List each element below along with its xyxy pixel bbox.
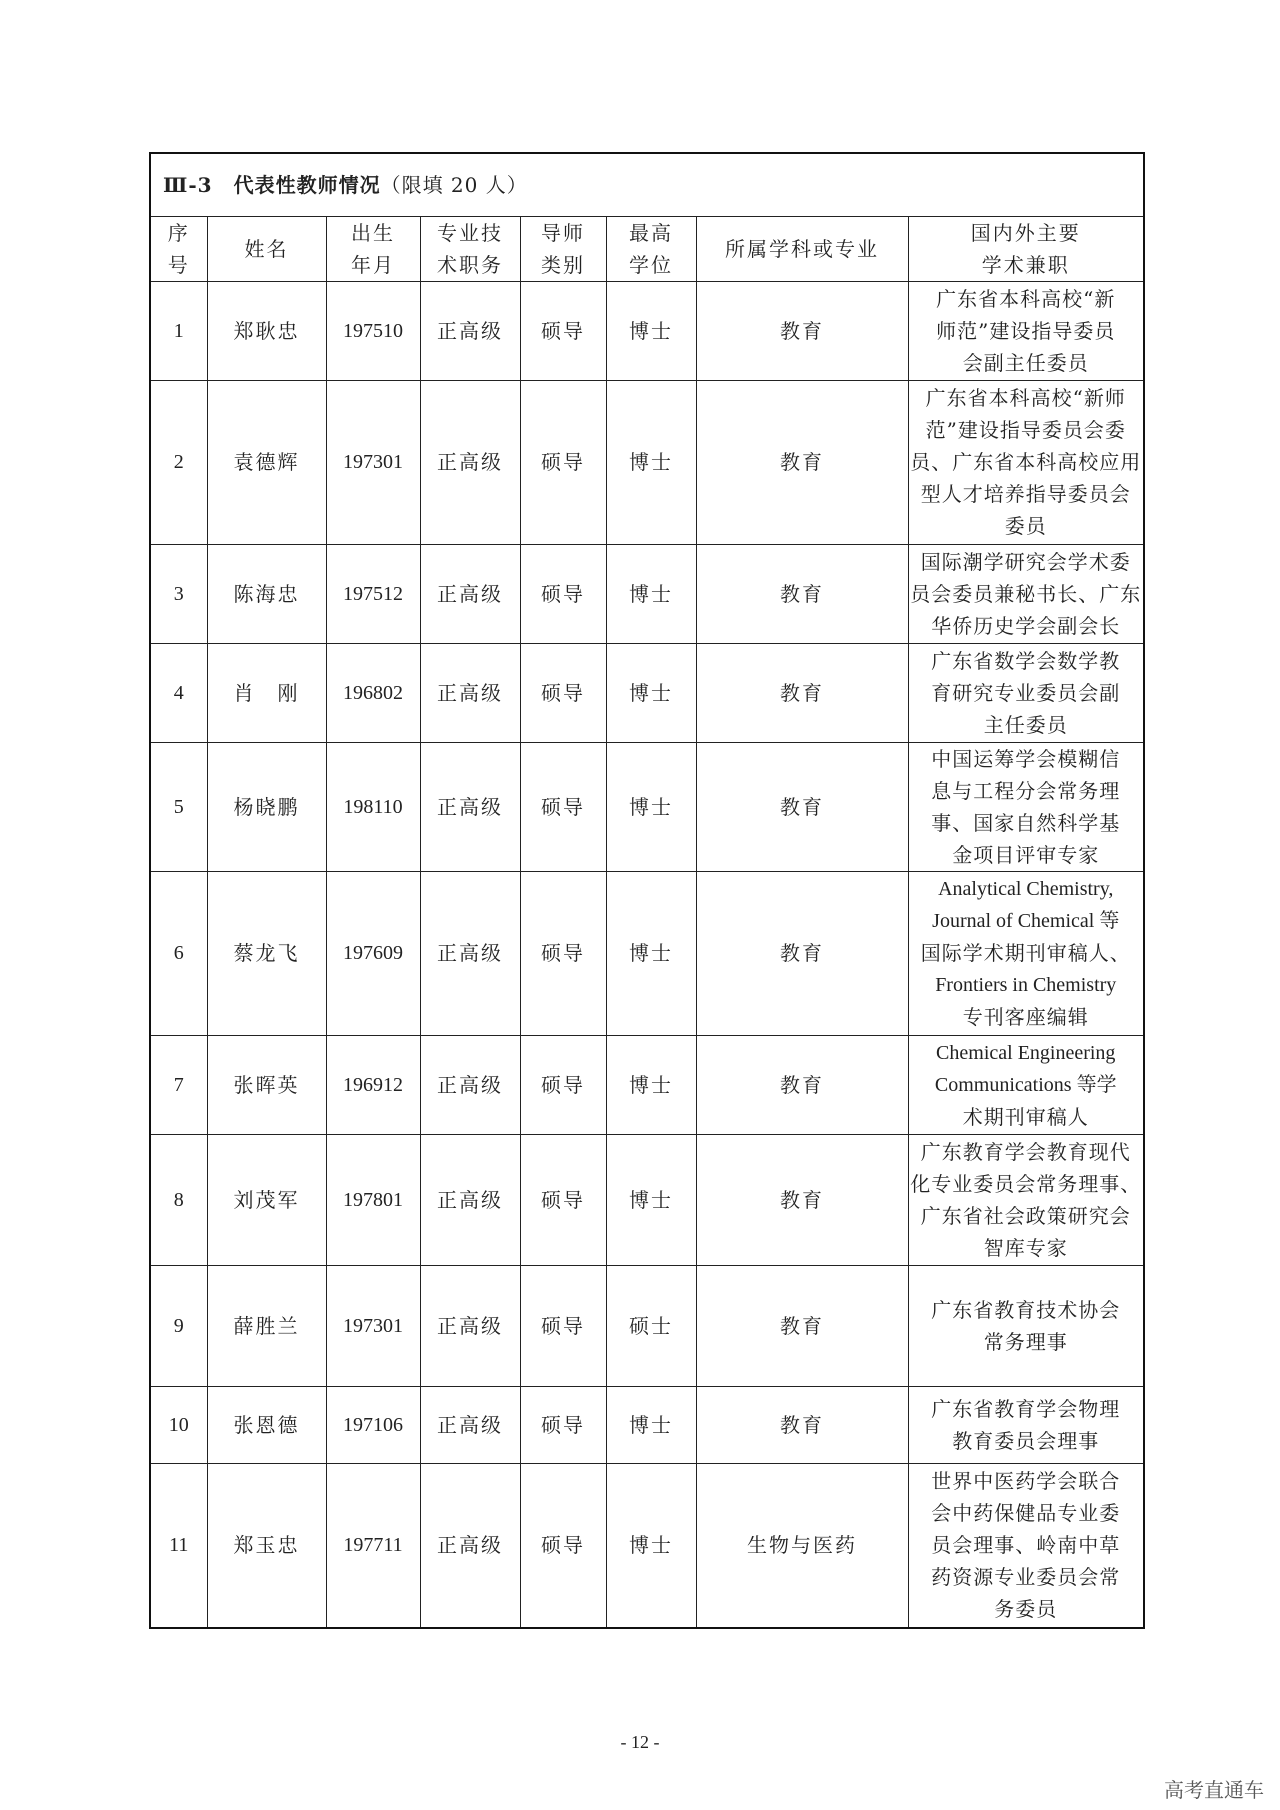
cell-name: 刘茂军 [207, 1134, 326, 1265]
cell-duties [908, 1134, 1144, 1265]
cell-duties [908, 1463, 1144, 1628]
table-row [150, 1035, 1144, 1134]
cell-discipline: 教育 [696, 1265, 908, 1386]
cell-supervisor: 硕导 [520, 643, 606, 742]
section-code: Ⅲ-3 [163, 172, 213, 197]
cell-no: 5 [150, 742, 207, 871]
header-cell [520, 216, 606, 281]
duty-line: 广东省数学会数学教 [931, 648, 1121, 673]
cell-title: 正高级 [420, 742, 520, 871]
duty-line: 型人才培养指导委员会 [920, 482, 1131, 506]
table-row [150, 1134, 1144, 1265]
cell-duties [908, 1386, 1144, 1463]
duty-line: 专刊客座编辑 [962, 1005, 1089, 1029]
header-line: 号 [167, 252, 190, 277]
duty-line: 广东省教育学会物理 [931, 1396, 1121, 1421]
cell-title: 正高级 [420, 544, 520, 643]
cell-discipline: 教育 [696, 1134, 908, 1265]
duty-line: 金项目评审专家 [952, 842, 1100, 867]
duty-line: 广东省教育技术协会 [931, 1297, 1121, 1322]
cell-title: 正高级 [420, 871, 520, 1035]
cell-no: 3 [150, 544, 207, 643]
duty-line: Analytical Chemistry, [938, 878, 1114, 900]
duty-line: Communications 等学 [934, 1073, 1117, 1096]
duty-line: 国际潮学研究会学术委 [920, 549, 1131, 574]
cell-discipline: 教育 [696, 643, 908, 742]
header-row [150, 216, 1144, 281]
table-row [150, 1463, 1144, 1628]
cell-title: 正高级 [420, 281, 520, 380]
header-cell [326, 216, 420, 281]
duty-line: 化专业委员会常务理事、 [910, 1171, 1142, 1196]
header-line: 序 [167, 220, 190, 245]
table-row [150, 1265, 1144, 1386]
duty-line: 中国运筹学会模糊信 [931, 746, 1121, 771]
cell-discipline: 教育 [696, 544, 908, 643]
cell-name: 袁德辉 [207, 380, 326, 544]
representative-teachers-table [149, 152, 1145, 1629]
cell-degree: 博士 [606, 871, 696, 1035]
duty-line: 国际学术期刊审稿人、 [920, 941, 1131, 965]
table-row [150, 281, 1144, 380]
header-cell [150, 216, 207, 281]
cell-no: 11 [150, 1463, 207, 1628]
cell-degree: 博士 [606, 1386, 696, 1463]
cell-name: 张恩德 [207, 1386, 326, 1463]
header-cell [207, 216, 326, 281]
cell-name: 张晖英 [207, 1035, 326, 1134]
duty-line: 广东省本科高校“新师 [925, 386, 1126, 410]
cell-birth: 196912 [326, 1035, 420, 1134]
duty-line: 世界中医药学会联合 [931, 1469, 1121, 1494]
cell-no: 4 [150, 643, 207, 742]
header-line: 导师 [541, 220, 585, 245]
header-line: 年月 [351, 252, 395, 277]
section-note: （限填 20 人） [380, 172, 528, 197]
table-row [150, 871, 1144, 1035]
cell-degree: 博士 [606, 643, 696, 742]
header-cell [420, 216, 520, 281]
cell-discipline: 教育 [696, 380, 908, 544]
page-number: - 12 - [620, 1732, 660, 1752]
header-line: 所属学科或专业 [725, 236, 879, 261]
duty-line: 教育委员会理事 [952, 1428, 1100, 1453]
duty-line: 广东教育学会教育现代 [920, 1139, 1131, 1164]
cell-name: 杨晓鹏 [207, 742, 326, 871]
cell-supervisor: 硕导 [520, 1386, 606, 1463]
cell-supervisor: 硕导 [520, 1134, 606, 1265]
cell-duties [908, 742, 1144, 871]
cell-degree: 博士 [606, 1463, 696, 1628]
duty-line: 华侨历史学会副会长 [931, 613, 1121, 638]
cell-discipline: 生物与医药 [696, 1463, 908, 1628]
cell-title: 正高级 [420, 1134, 520, 1265]
duty-line: 会副主任委员 [962, 350, 1089, 375]
table-row [150, 643, 1144, 742]
cell-birth: 197301 [326, 1265, 420, 1386]
duty-line: 主任委员 [983, 712, 1068, 737]
duty-line: 广东省本科高校“新 [936, 286, 1116, 311]
cell-no: 8 [150, 1134, 207, 1265]
cell-birth: 197711 [326, 1463, 420, 1628]
cell-supervisor: 硕导 [520, 1463, 606, 1628]
cell-name: 肖 刚 [207, 643, 326, 742]
cell-no: 6 [150, 871, 207, 1035]
header-line: 专业技 [437, 220, 503, 245]
table-row [150, 544, 1144, 643]
duty-line: Journal of Chemical 等 [932, 910, 1120, 932]
duty-line: 智库专家 [983, 1235, 1068, 1260]
cell-title: 正高级 [420, 643, 520, 742]
duty-line: Chemical Engineering [936, 1041, 1116, 1064]
duty-line: 术期刊审稿人 [962, 1104, 1089, 1129]
duty-line: 育研究专业委员会副 [931, 680, 1121, 705]
duty-line: 员、广东省本科高校应用 [910, 450, 1142, 474]
header-line: 类别 [541, 252, 585, 277]
cell-no: 9 [150, 1265, 207, 1386]
section-title-text: 代表性教师情况 [233, 172, 381, 197]
cell-discipline: 教育 [696, 871, 908, 1035]
cell-title: 正高级 [420, 1463, 520, 1628]
cell-no: 1 [150, 281, 207, 380]
duty-line: Frontiers in Chemistry [935, 974, 1117, 996]
header-line: 学术兼职 [981, 252, 1070, 277]
cell-title: 正高级 [420, 1386, 520, 1463]
cell-duties [908, 643, 1144, 742]
cell-discipline: 教育 [696, 742, 908, 871]
duty-line: 范”建设指导委员会委 [925, 418, 1126, 442]
cell-name: 郑玉忠 [207, 1463, 326, 1628]
cell-birth: 197510 [326, 281, 420, 380]
cell-duties [908, 380, 1144, 544]
cell-degree: 博士 [606, 380, 696, 544]
cell-supervisor: 硕导 [520, 742, 606, 871]
cell-discipline: 教育 [696, 1386, 908, 1463]
table-row [150, 380, 1144, 544]
cell-degree: 硕士 [606, 1265, 696, 1386]
cell-birth: 197512 [326, 544, 420, 643]
cell-discipline: 教育 [696, 281, 908, 380]
duty-line: 药资源专业委员会常 [931, 1565, 1121, 1590]
cell-birth: 197801 [326, 1134, 420, 1265]
cell-degree: 博士 [606, 544, 696, 643]
cell-degree: 博士 [606, 1134, 696, 1265]
cell-duties [908, 1265, 1144, 1386]
cell-supervisor: 硕导 [520, 380, 606, 544]
header-cell [696, 216, 908, 281]
watermark: 高考直通车 [1164, 1778, 1264, 1802]
header-cell [908, 216, 1144, 281]
table-row [150, 1386, 1144, 1463]
cell-duties [908, 544, 1144, 643]
cell-no: 2 [150, 380, 207, 544]
duty-line: 事、国家自然科学基 [931, 810, 1121, 835]
cell-supervisor: 硕导 [520, 871, 606, 1035]
cell-title: 正高级 [420, 1035, 520, 1134]
cell-discipline: 教育 [696, 1035, 908, 1134]
cell-supervisor: 硕导 [520, 1265, 606, 1386]
duty-line: 务委员 [994, 1597, 1058, 1622]
cell-degree: 博士 [606, 742, 696, 871]
cell-no: 10 [150, 1386, 207, 1463]
cell-degree: 博士 [606, 1035, 696, 1134]
cell-name: 薛胜兰 [207, 1265, 326, 1386]
cell-name: 郑耿忠 [207, 281, 326, 380]
header-line: 术职务 [437, 252, 503, 277]
cell-degree: 博士 [606, 281, 696, 380]
duty-line: 员会委员兼秘书长、广东 [910, 581, 1142, 606]
duty-line: 委员 [1004, 514, 1047, 538]
duty-line: 常务理事 [983, 1329, 1068, 1354]
section-title [150, 153, 1144, 216]
header-line: 学位 [629, 252, 673, 277]
table-row [150, 742, 1144, 871]
cell-duties [908, 871, 1144, 1035]
cell-name: 蔡龙飞 [207, 871, 326, 1035]
header-line: 姓名 [244, 236, 289, 261]
cell-duties [908, 281, 1144, 380]
header-line: 最高 [629, 220, 673, 245]
cell-birth: 197609 [326, 871, 420, 1035]
header-line: 出生 [351, 220, 395, 245]
duty-line: 会中药保健品专业委 [931, 1501, 1121, 1526]
cell-birth: 198110 [326, 742, 420, 871]
cell-birth: 196802 [326, 643, 420, 742]
cell-name: 陈海忠 [207, 544, 326, 643]
duty-line: 员会理事、岭南中草 [931, 1533, 1121, 1558]
cell-title: 正高级 [420, 1265, 520, 1386]
header-cell [606, 216, 696, 281]
cell-supervisor: 硕导 [520, 1035, 606, 1134]
cell-supervisor: 硕导 [520, 281, 606, 380]
cell-birth: 197106 [326, 1386, 420, 1463]
cell-title: 正高级 [420, 380, 520, 544]
header-line: 国内外主要 [970, 220, 1081, 245]
cell-birth: 197301 [326, 380, 420, 544]
cell-no: 7 [150, 1035, 207, 1134]
cell-supervisor: 硕导 [520, 544, 606, 643]
duty-line: 息与工程分会常务理 [931, 778, 1121, 803]
cell-duties [908, 1035, 1144, 1134]
duty-line: 广东省社会政策研究会 [920, 1203, 1131, 1228]
duty-line: 师范”建设指导委员 [936, 318, 1116, 343]
